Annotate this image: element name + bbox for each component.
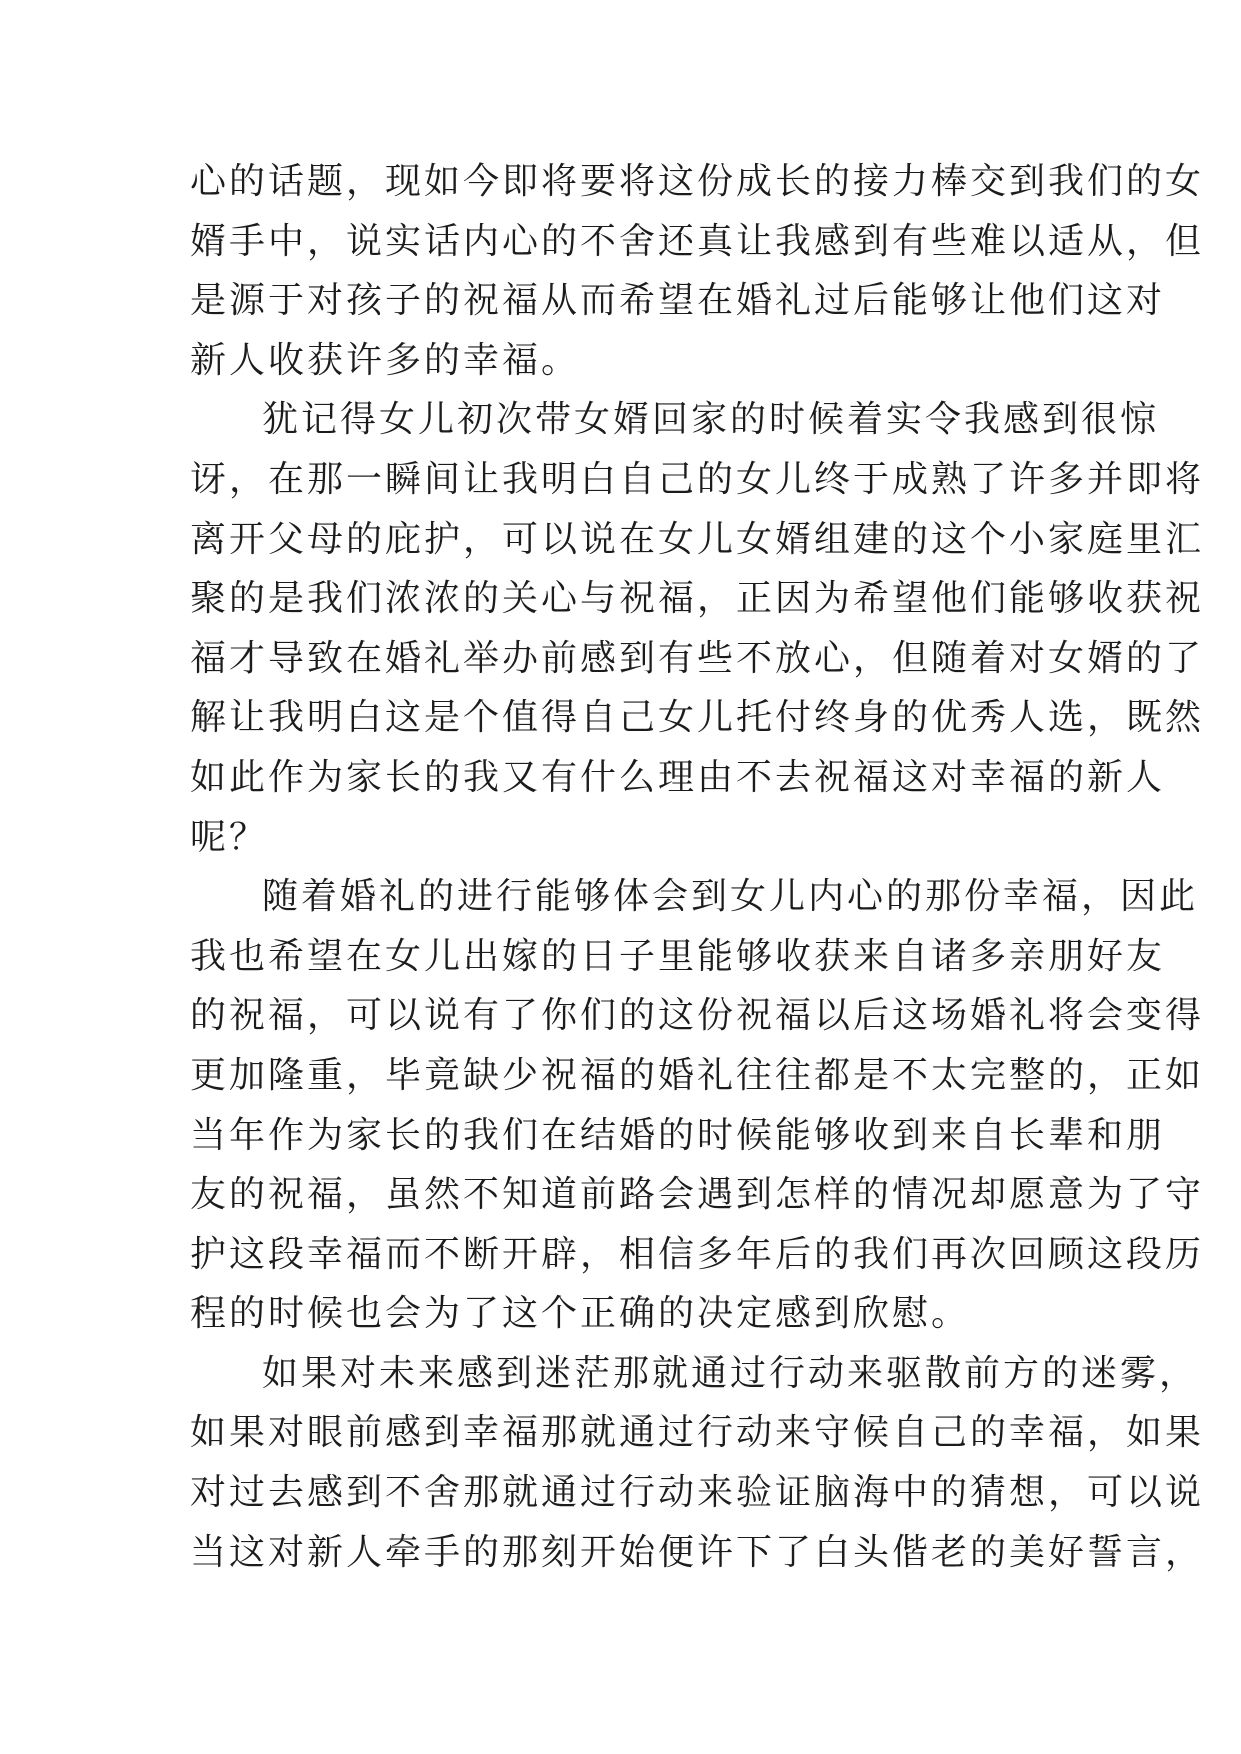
text-line: 离开父母的庇护，可以说在女儿女婿组建的这个小家庭里汇 <box>190 518 1205 560</box>
text-line: 随着婚礼的进行能够体会到女儿内心的那份幸福，因此 <box>262 876 1199 918</box>
text-line: 对过去感到不舍那就通过行动来验证脑海中的猜想，可以说 <box>190 1472 1205 1514</box>
text-line: 我也希望在女儿出嫁的日子里能够收获来自诸多亲朋好友 <box>190 935 1166 977</box>
paragraph-3 <box>190 867 1205 1344</box>
text-line: 犹记得女儿初次带女婿回家的时候着实令我感到很惊 <box>262 399 1160 441</box>
text-line: 程的时候也会为了这个正确的决定感到欣慰。 <box>190 1293 971 1335</box>
text-line: 解让我明白这是个值得自己女儿托付终身的优秀人选，既然 <box>190 697 1205 739</box>
text-line: 心的话题，现如今即将要将这份成长的接力棒交到我们的女 <box>190 161 1205 202</box>
text-line: 聚的是我们浓浓的关心与祝福，正因为希望他们能够收获祝 <box>190 578 1205 620</box>
paragraph-4 <box>190 1344 1205 1582</box>
text-line: 更加隆重，毕竟缺少祝福的婚礼往往都是不太完整的，正如 <box>190 1054 1205 1096</box>
text-line: 友的祝福，虽然不知道前路会遇到怎样的情况却愿意为了守 <box>190 1174 1205 1216</box>
text-line: 讶，在那一瞬间让我明白自己的女儿终于成熟了许多并即将 <box>190 458 1205 500</box>
text-line: 如此作为家长的我又有什么理由不去祝福这对幸福的新人 <box>190 756 1166 798</box>
text-line: 当这对新人牵手的那刻开始便许下了白头偕老的美好誓言， <box>190 1531 1205 1573</box>
text-line: 如果对未来感到迷茫那就通过行动来驱散前方的迷雾， <box>262 1352 1199 1394</box>
text-line: 当年作为家长的我们在结婚的时候能够收到来自长辈和朋 <box>190 1114 1166 1156</box>
text-line: 是源于对孩子的祝福从而希望在婚礼过后能够让他们这对 <box>190 280 1166 322</box>
text-line: 呢？ <box>190 816 269 858</box>
text-line: 护这段幸福而不断开辟，相信多年后的我们再次回顾这段历 <box>190 1233 1205 1275</box>
text-line: 新人收获许多的幸福。 <box>190 339 581 381</box>
text-line: 如果对眼前感到幸福那就通过行动来守候自己的幸福，如果 <box>190 1412 1205 1454</box>
text-line: 婿手中，说实话内心的不舍还真让我感到有些难以适从，但 <box>190 220 1205 262</box>
paragraph-2 <box>190 390 1205 867</box>
paragraph-1 <box>190 152 1205 390</box>
text-line: 的祝福，可以说有了你们的这份祝福以后这场婚礼将会变得 <box>190 995 1205 1037</box>
text-line: 福才导致在婚礼举办前感到有些不放心，但随着对女婿的了 <box>190 637 1205 679</box>
document-body <box>190 152 1205 1582</box>
